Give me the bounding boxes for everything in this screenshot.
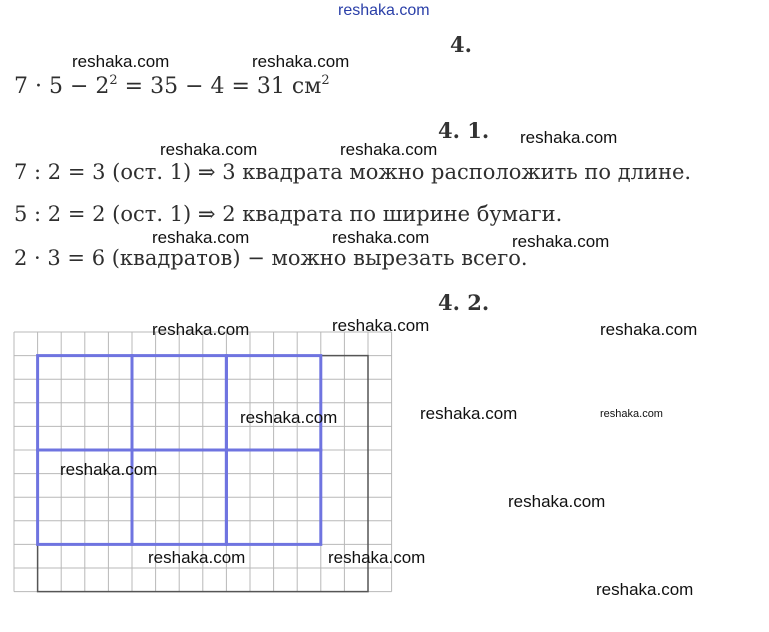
watermark: reshaka.com xyxy=(328,548,426,567)
task-4-2-heading: 4. 2. xyxy=(438,290,490,315)
watermark: reshaka.com xyxy=(332,316,430,335)
task-4-1-line-3: 2 · 3 = 6 (квадратов) − можно вырезать всего. xyxy=(14,246,528,270)
watermark: reshaka.com xyxy=(148,548,246,567)
task-4-heading: 4. xyxy=(450,32,472,57)
task-4-1-line-1: 7 : 2 = 3 (ост. 1) ⇒ 3 квадрата можно расположить по длине. xyxy=(14,160,692,184)
formula-part-1: 7 · 5 − 2 xyxy=(14,74,110,99)
watermark: reshaka.com xyxy=(596,580,694,599)
watermark: reshaka.com xyxy=(152,228,250,247)
watermark: reshaka.com xyxy=(60,460,158,479)
watermark: reshaka.com xyxy=(420,404,518,423)
watermark: reshaka.com xyxy=(600,320,698,339)
watermark: reshaka.com xyxy=(160,140,258,159)
formula-exponent-2: 2 xyxy=(321,73,330,88)
watermark: reshaka.com xyxy=(520,128,618,147)
task-4-1-line-2: 5 : 2 = 2 (ост. 1) ⇒ 2 квадрата по ширине бумаги. xyxy=(14,202,563,226)
watermark: reshaka.com xyxy=(508,492,606,511)
watermark: reshaka.com xyxy=(332,228,430,247)
task-4-1-heading: 4. 1. xyxy=(438,118,490,143)
formula-exponent-1: 2 xyxy=(109,73,118,88)
watermark-small: reshaka.com xyxy=(600,408,663,420)
watermark: reshaka.com xyxy=(252,52,350,71)
watermark: reshaka.com xyxy=(152,320,250,339)
watermark: reshaka.com xyxy=(512,232,610,251)
watermark-top: reshaka.com xyxy=(338,2,430,19)
watermark: reshaka.com xyxy=(340,140,438,159)
formula-part-2: = 35 − 4 = 31 см xyxy=(117,74,322,99)
watermark: reshaka.com xyxy=(72,52,170,71)
watermark: reshaka.com xyxy=(240,408,338,427)
